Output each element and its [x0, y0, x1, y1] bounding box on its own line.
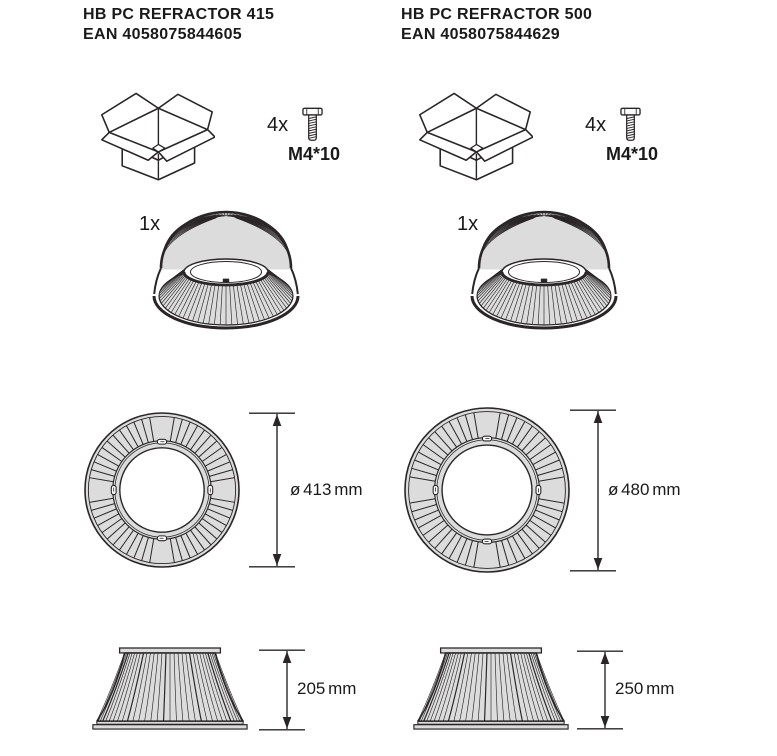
product-ean: EAN 4058075844629 [401, 26, 561, 43]
reflector-quantity-label: 1x [457, 213, 479, 235]
product-ean: EAN 4058075844605 [83, 26, 243, 43]
reflector-side-view-drawing [86, 647, 254, 734]
reflector-side-view-drawing [407, 647, 575, 734]
diameter-dimension-label: ø 413 mm [290, 480, 363, 499]
product-section-refractor-500 [318, 0, 713, 756]
reflector-perspective-drawing [151, 208, 301, 332]
product-name: HB PC REFRACTOR 415 [83, 6, 275, 23]
packaging-box-icon [99, 88, 215, 187]
reflector-quantity-label: 1x [139, 213, 161, 235]
screw-icon [620, 107, 641, 142]
diameter-dimension-arrow [249, 412, 295, 568]
reflector-perspective-drawing [469, 208, 619, 332]
screw-size-label: M4*10 [606, 144, 659, 164]
product-name: HB PC REFRACTOR 500 [401, 6, 593, 23]
reflector-top-view-drawing [403, 406, 571, 574]
height-dimension-label: 205 mm [297, 679, 357, 698]
screw-size-label: M4*10 [288, 144, 341, 164]
diameter-dimension-label: ø 480 mm [608, 480, 681, 499]
reflector-top-view-drawing [83, 411, 241, 569]
height-dimension-label: 250 mm [615, 679, 675, 698]
screw-quantity-label: 4x [585, 114, 607, 136]
screw-quantity-label: 4x [267, 114, 289, 136]
packaging-box-icon [417, 88, 533, 187]
